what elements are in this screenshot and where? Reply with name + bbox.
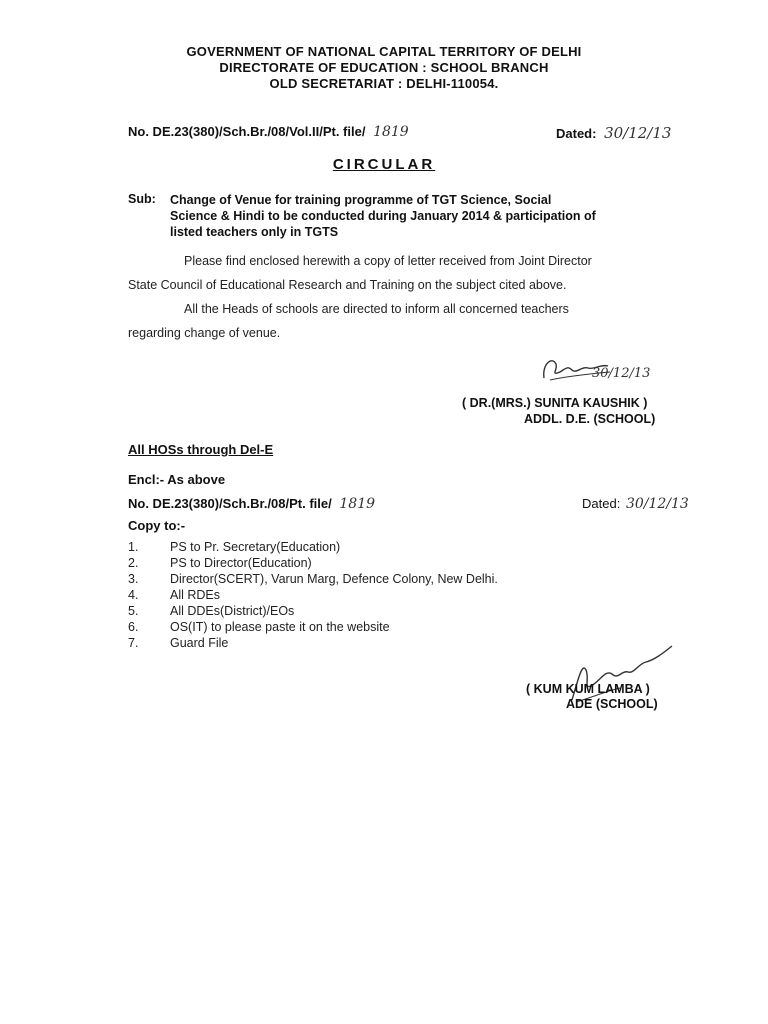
reference-date-2-label: Dated: <box>582 496 621 511</box>
subject-label: Sub: <box>128 192 156 206</box>
copy-to-item: 1. PS to Pr. Secretary(Education) <box>128 540 341 554</box>
addressee: All HOSs through Del-E <box>128 442 274 457</box>
paragraph-2-line-1: All the Heads of schools are directed to inform all concerned teachers <box>184 302 569 316</box>
signatory-1-designation: ADDL. D.E. (SCHOOL) <box>524 412 656 426</box>
subject-line-2: Science & Hindi to be conducted during January 2014 & participation of <box>170 209 596 223</box>
reference-number-2-label: No. DE.23(380)/Sch.Br./08/Pt. file/ <box>128 496 332 511</box>
paragraph-1-line-2: State Council of Educational Research and Training on the subject cited above. <box>128 278 567 292</box>
reference-date-2-handwritten: 30/12/13 <box>625 496 689 512</box>
header-government: GOVERNMENT OF NATIONAL CAPITAL TERRITORY OF DELHI <box>186 44 582 59</box>
reference-number-handwritten: 1819 <box>373 124 409 140</box>
signatory-1-name: ( DR.(MRS.) SUNITA KAUSHIK ) <box>462 396 648 410</box>
copy-to-item: 2. PS to Director(Education) <box>128 556 312 570</box>
subject-text <box>170 192 596 240</box>
signatory-2-name: ( KUM KUM LAMBA ) <box>526 682 650 696</box>
copy-to-label: Copy to:- <box>128 518 186 533</box>
subject-line-3: listed teachers only in TGTS <box>170 225 339 239</box>
signatory-2-designation: ADE (SCHOOL) <box>566 697 658 711</box>
copy-to-item: 5. All DDEs(District)/EOs <box>128 604 295 618</box>
reference-number <box>128 124 409 140</box>
copy-to-item: 6. OS(IT) to please paste it on the website <box>128 620 390 634</box>
copy-to-item: 3. Director(SCERT), Varun Marg, Defence Colony, New Delhi. <box>128 572 498 586</box>
reference-date-2 <box>582 496 689 512</box>
signature-1-date-handwritten: 30/12/13 <box>592 366 651 381</box>
reference-number-2 <box>128 496 375 512</box>
copy-to-item: 4. All RDEs <box>128 588 221 602</box>
paragraph-2-line-2: regarding change of venue. <box>128 326 281 340</box>
reference-date-handwritten: 30/12/13 <box>604 124 672 142</box>
enclosure: Encl:- As above <box>128 472 226 487</box>
header-address: OLD SECRETARIAT : DELHI-110054. <box>269 76 499 91</box>
reference-date <box>556 124 671 142</box>
reference-number-label: No. DE.23(380)/Sch.Br./08/Vol.II/Pt. file/ <box>128 124 366 139</box>
header-directorate: DIRECTORATE OF EDUCATION : SCHOOL BRANCH <box>219 60 549 75</box>
subject-line-1: Change of Venue for training programme of TGT Science, Social <box>170 193 552 207</box>
copy-to-item: 7. Guard File <box>128 636 229 650</box>
document-title: CIRCULAR <box>332 156 436 173</box>
reference-number-2-handwritten: 1819 <box>339 496 376 512</box>
reference-date-label: Dated: <box>556 126 597 141</box>
paragraph-1-line-1: Please find enclosed herewith a copy of letter received from Joint Director <box>184 254 592 268</box>
